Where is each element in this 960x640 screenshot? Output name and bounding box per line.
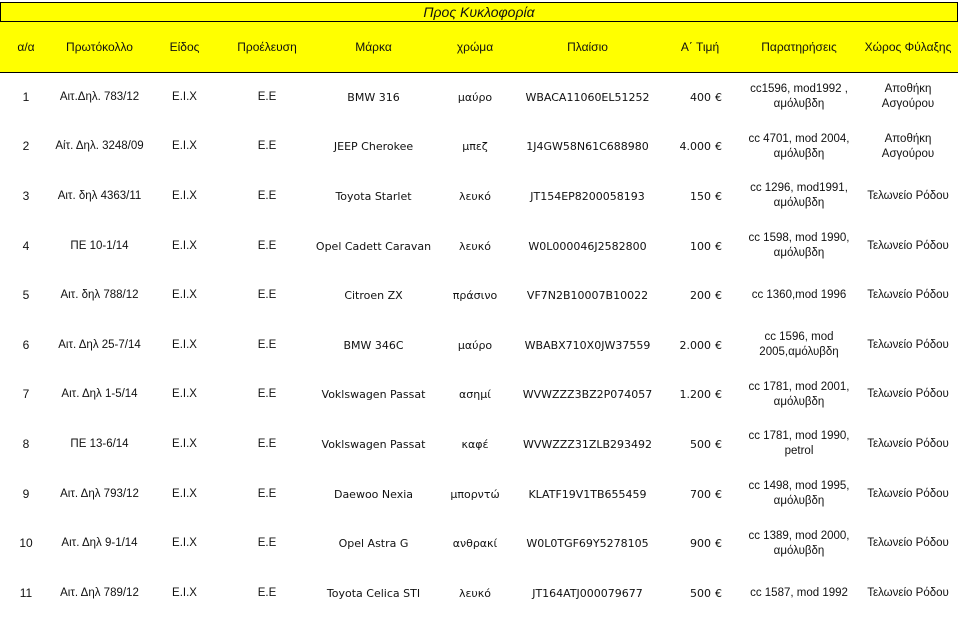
- cell-protokollo-text: Αιτ. δηλ 4363/11: [57, 189, 142, 202]
- table-row: [0, 370, 958, 420]
- cell-xoros: [858, 519, 958, 569]
- cell-xroma: [435, 320, 515, 370]
- cell-marka-text: Daewoo Nexia: [333, 487, 414, 501]
- cell-plaisio: [515, 568, 660, 618]
- cell-proeleusi-text: Ε.Ε: [257, 586, 277, 599]
- cell-eidos: [147, 568, 222, 618]
- cell-marka-text: BMW 346C: [343, 338, 404, 352]
- cell-protokollo-text: Αιτ.Δηλ. 783/12: [59, 90, 140, 103]
- cell-proeleusi-text: Ε.Ε: [257, 537, 277, 550]
- cell-paratiriseis-text: cc1596, mod1992 , αμόλυβδη: [750, 83, 848, 111]
- cell-paratiriseis: [740, 271, 858, 321]
- cell-proeleusi-text: Ε.Ε: [257, 140, 277, 153]
- cell-eidos: [147, 221, 222, 271]
- cell-xroma-text: λευκό: [458, 586, 492, 600]
- cell-plaisio: [515, 519, 660, 569]
- cell-plaisio: [515, 271, 660, 321]
- cell-eidos-text: Ε.Ι.Χ: [172, 289, 197, 302]
- cell-xroma-text: ανθρακί: [452, 537, 498, 551]
- cell-xroma-text: λευκό: [458, 189, 492, 203]
- cell-proeleusi: [222, 73, 312, 123]
- cell-plaisio-text: WVWZZZ31ZLB293492: [522, 437, 653, 451]
- cell-eidos: [147, 122, 222, 172]
- cell-protokollo-text: Αιτ. Δηλ 1-5/14: [61, 388, 138, 401]
- cell-protokollo-text: Αιτ. Δηλ 793/12: [60, 487, 139, 500]
- cell-paratiriseis: [740, 469, 858, 519]
- cell-marka-text: JEEP Cherokee: [333, 140, 414, 154]
- cell-xoros: [858, 271, 958, 321]
- cell-timi-text: 100: [690, 239, 711, 253]
- cell-marka: [312, 271, 435, 321]
- cell-timi-text: 150: [690, 189, 711, 203]
- cell-xroma: [435, 420, 515, 470]
- cell-xoros-text: Τελωνείο Ρόδου: [867, 388, 949, 401]
- cell-xoros: [858, 568, 958, 618]
- cell-xroma: [435, 172, 515, 222]
- cell-eidos-text: Ε.Ι.Χ: [172, 586, 197, 599]
- cell-plaisio: [515, 122, 660, 172]
- cell-aa: [0, 469, 52, 519]
- cell-timi-text: 500: [690, 586, 711, 600]
- cell-xroma-text: μαύρο: [457, 90, 493, 104]
- cell-aa-text: 10: [19, 536, 33, 551]
- euro-symbol: €: [715, 437, 722, 451]
- cell-aa-text: 9: [22, 486, 30, 501]
- cell-protokollo: [52, 320, 147, 370]
- vehicles-table: [0, 22, 958, 619]
- cell-paratiriseis-text: cc 1596, mod 2005,αμόλυβδη: [759, 331, 839, 359]
- cell-timi: [660, 271, 740, 321]
- cell-marka-text: Citroen ZX: [344, 289, 403, 303]
- table-body: [0, 73, 958, 619]
- cell-protokollo-text: ΠΕ 10-1/14: [70, 239, 129, 252]
- cell-xoros-text: Τελωνείο Ρόδου: [867, 537, 949, 550]
- cell-proeleusi-text: Ε.Ε: [257, 289, 277, 302]
- cell-xroma-text: μπεζ: [462, 140, 488, 154]
- cell-xroma: [435, 568, 515, 618]
- cell-aa: [0, 420, 52, 470]
- cell-aa: [0, 519, 52, 569]
- cell-timi-text: 200: [690, 289, 711, 303]
- cell-xroma-text: μαύρο: [457, 338, 493, 352]
- cell-proeleusi-text: Ε.Ε: [257, 487, 277, 500]
- cell-eidos-text: Ε.Ι.Χ: [172, 90, 197, 103]
- cell-timi-text: 700: [690, 487, 711, 501]
- cell-xoros-text: Τελωνείο Ρόδου: [867, 586, 949, 599]
- euro-symbol: €: [715, 289, 722, 303]
- cell-proeleusi-text: Ε.Ε: [257, 189, 277, 202]
- cell-aa-text: 1: [22, 89, 30, 104]
- cell-paratiriseis: [740, 519, 858, 569]
- cell-xoros-text: Τελωνείο Ρόδου: [867, 437, 949, 450]
- cell-eidos-text: Ε.Ι.Χ: [172, 537, 197, 550]
- cell-aa-text: 8: [22, 436, 30, 451]
- cell-eidos: [147, 420, 222, 470]
- cell-xroma: [435, 122, 515, 172]
- cell-xroma-text: ασημί: [459, 388, 491, 402]
- cell-plaisio: [515, 172, 660, 222]
- cell-marka-text: Opel Astra G: [338, 537, 409, 551]
- cell-plaisio-text: W0L0TGF69Y5278105: [526, 537, 649, 551]
- cell-protokollo: [52, 469, 147, 519]
- cell-proeleusi: [222, 320, 312, 370]
- cell-eidos: [147, 271, 222, 321]
- cell-paratiriseis-text: cc 4701, mod 2004, αμόλυβδη: [748, 132, 850, 160]
- cell-proeleusi: [222, 420, 312, 470]
- euro-symbol: €: [715, 537, 722, 551]
- cell-proeleusi: [222, 519, 312, 569]
- header-paratiriseis: Παρατηρήσεις: [740, 22, 858, 73]
- cell-aa: [0, 172, 52, 222]
- euro-symbol: €: [715, 90, 722, 104]
- cell-timi: [660, 519, 740, 569]
- header-timi: Α΄ Τιμή: [660, 22, 740, 73]
- cell-paratiriseis-text: cc 1781, mod 2001, αμόλυβδη: [748, 380, 850, 408]
- cell-aa: [0, 122, 52, 172]
- cell-proeleusi-text: Ε.Ε: [257, 388, 277, 401]
- cell-plaisio-text: KLATF19V1TB655459: [528, 487, 647, 501]
- cell-xoros: [858, 172, 958, 222]
- cell-protokollo: [52, 519, 147, 569]
- table-row: [0, 420, 958, 470]
- cell-eidos-text: Ε.Ι.Χ: [172, 239, 197, 252]
- cell-eidos-text: Ε.Ι.Χ: [172, 189, 197, 202]
- cell-marka: [312, 519, 435, 569]
- cell-xoros: [858, 320, 958, 370]
- cell-eidos-text: Ε.Ι.Χ: [172, 437, 197, 450]
- euro-symbol: €: [715, 140, 722, 154]
- cell-protokollo: [52, 122, 147, 172]
- cell-aa: [0, 271, 52, 321]
- cell-timi: [660, 469, 740, 519]
- cell-marka-text: Opel Cadett Caravan: [315, 239, 432, 253]
- cell-eidos-text: Ε.Ι.Χ: [172, 388, 197, 401]
- header-proeleusi: Προέλευση: [222, 22, 312, 73]
- cell-marka-text: Toyota Starlet: [335, 189, 412, 203]
- cell-aa: [0, 568, 52, 618]
- header-plaisio: Πλαίσιο: [515, 22, 660, 73]
- cell-timi-text: 4.000: [679, 140, 711, 154]
- cell-timi: [660, 73, 740, 123]
- cell-aa: [0, 221, 52, 271]
- header-eidos: Είδος: [147, 22, 222, 73]
- cell-marka: [312, 73, 435, 123]
- euro-symbol: €: [715, 189, 722, 203]
- cell-plaisio: [515, 221, 660, 271]
- cell-xoros-text: Τελωνείο Ρόδου: [867, 289, 949, 302]
- cell-timi: [660, 122, 740, 172]
- cell-eidos: [147, 73, 222, 123]
- cell-protokollo: [52, 370, 147, 420]
- table-row: [0, 469, 958, 519]
- cell-timi: [660, 568, 740, 618]
- cell-xroma: [435, 221, 515, 271]
- table-row: [0, 122, 958, 172]
- table-row: [0, 568, 958, 618]
- cell-marka: [312, 221, 435, 271]
- cell-paratiriseis: [740, 73, 858, 123]
- euro-symbol: €: [715, 239, 722, 253]
- cell-marka-text: Voklswagen Passat: [321, 437, 426, 451]
- cell-timi-text: 2.000: [679, 338, 711, 352]
- header-xoros: Χώρος Φύλαξης: [858, 22, 958, 73]
- cell-proeleusi-text: Ε.Ε: [257, 90, 277, 103]
- euro-symbol: €: [715, 487, 722, 501]
- table-row: [0, 519, 958, 569]
- cell-proeleusi-text: Ε.Ε: [257, 239, 277, 252]
- table-row: [0, 271, 958, 321]
- cell-timi-text: 500: [690, 437, 711, 451]
- cell-aa-text: 2: [22, 139, 30, 154]
- cell-plaisio: [515, 420, 660, 470]
- euro-symbol: €: [715, 338, 722, 352]
- cell-plaisio: [515, 320, 660, 370]
- cell-xroma: [435, 519, 515, 569]
- cell-proeleusi: [222, 221, 312, 271]
- cell-paratiriseis-text: cc 1296, mod1991, αμόλυβδη: [750, 182, 848, 210]
- cell-marka: [312, 370, 435, 420]
- cell-xroma: [435, 370, 515, 420]
- cell-paratiriseis-text: cc 1598, mod 1990, αμόλυβδη: [748, 232, 850, 260]
- cell-aa-text: 3: [22, 188, 30, 203]
- cell-xroma: [435, 73, 515, 123]
- cell-aa: [0, 320, 52, 370]
- cell-xoros-text: Τελωνείο Ρόδου: [867, 189, 949, 202]
- cell-xoros: [858, 420, 958, 470]
- euro-symbol: €: [715, 586, 722, 600]
- cell-eidos: [147, 370, 222, 420]
- cell-protokollo-text: Αιτ. Δηλ 789/12: [60, 586, 139, 599]
- table-row: [0, 73, 958, 123]
- cell-protokollo-text: Αιτ. δηλ 788/12: [60, 289, 139, 302]
- cell-plaisio-text: WBACA11060EL51252: [525, 90, 650, 104]
- table-row: [0, 172, 958, 222]
- cell-proeleusi-text: Ε.Ε: [257, 338, 277, 351]
- table-row: [0, 320, 958, 370]
- cell-aa-text: 11: [19, 585, 33, 600]
- cell-plaisio: [515, 73, 660, 123]
- cell-proeleusi: [222, 122, 312, 172]
- cell-plaisio-text: 1J4GW58N61C688980: [526, 140, 649, 154]
- cell-paratiriseis: [740, 370, 858, 420]
- cell-protokollo-text: Αιτ. Δηλ 25-7/14: [58, 338, 141, 351]
- header-xroma: χρώμα: [435, 22, 515, 73]
- cell-xoros: [858, 370, 958, 420]
- cell-xoros-text: Αποθήκη Ασγούρου: [881, 132, 935, 160]
- cell-proeleusi: [222, 370, 312, 420]
- cell-xoros-text: Τελωνείο Ρόδου: [867, 239, 949, 252]
- cell-paratiriseis: [740, 420, 858, 470]
- header-aa: α/α: [0, 22, 52, 73]
- cell-proeleusi: [222, 469, 312, 519]
- cell-paratiriseis: [740, 568, 858, 618]
- cell-aa-text: 4: [22, 238, 30, 253]
- cell-xroma: [435, 469, 515, 519]
- cell-plaisio-text: W0L000046J2582800: [528, 239, 647, 253]
- cell-timi: [660, 221, 740, 271]
- cell-timi: [660, 420, 740, 470]
- cell-marka: [312, 320, 435, 370]
- cell-eidos-text: Ε.Ι.Χ: [172, 487, 197, 500]
- cell-timi-text: 900: [690, 537, 711, 551]
- cell-marka: [312, 568, 435, 618]
- cell-paratiriseis-text: cc 1781, mod 1990, petrol: [748, 430, 850, 458]
- cell-timi-text: 1.200: [679, 388, 711, 402]
- cell-aa: [0, 370, 52, 420]
- cell-paratiriseis-text: cc 1498, mod 1995, αμόλυβδη: [748, 480, 850, 508]
- cell-xroma-text: πράσινο: [452, 289, 498, 303]
- cell-marka: [312, 420, 435, 470]
- header-protokollo: Πρωτόκολλο: [52, 22, 147, 73]
- cell-xoros-text: Αποθήκη Ασγούρου: [881, 83, 935, 111]
- cell-timi: [660, 370, 740, 420]
- cell-paratiriseis-text: cc 1587, mod 1992: [750, 586, 848, 599]
- cell-marka: [312, 172, 435, 222]
- table-row: [0, 221, 958, 271]
- cell-paratiriseis: [740, 221, 858, 271]
- table-header-row: [0, 22, 958, 73]
- cell-marka: [312, 469, 435, 519]
- cell-paratiriseis-text: cc 1389, mod 2000, αμόλυβδη: [748, 529, 850, 557]
- cell-proeleusi: [222, 568, 312, 618]
- cell-xroma-text: λευκό: [458, 239, 492, 253]
- cell-protokollo: [52, 271, 147, 321]
- cell-timi: [660, 320, 740, 370]
- cell-plaisio-text: JT164ATJ000079677: [532, 586, 643, 600]
- cell-eidos: [147, 519, 222, 569]
- cell-paratiriseis: [740, 172, 858, 222]
- page-title: Προς Κυκλοφορία: [0, 2, 958, 22]
- cell-proeleusi: [222, 172, 312, 222]
- cell-marka-text: BMW 316: [347, 90, 400, 104]
- cell-paratiriseis: [740, 122, 858, 172]
- cell-eidos: [147, 469, 222, 519]
- cell-paratiriseis-text: cc 1360,mod 1996: [751, 289, 847, 302]
- cell-xroma-text: μπορντώ: [450, 487, 500, 501]
- cell-eidos-text: Ε.Ι.Χ: [172, 338, 197, 351]
- cell-protokollo: [52, 420, 147, 470]
- cell-timi-text: 400: [690, 90, 711, 104]
- cell-xoros-text: Τελωνείο Ρόδου: [867, 338, 949, 351]
- cell-aa-text: 6: [22, 337, 30, 352]
- cell-eidos: [147, 320, 222, 370]
- cell-marka: [312, 122, 435, 172]
- cell-xroma-text: καφέ: [461, 437, 489, 451]
- cell-protokollo-text: ΠΕ 13-6/14: [70, 437, 129, 450]
- cell-eidos-text: Ε.Ι.Χ: [172, 140, 197, 153]
- cell-marka-text: Voklswagen Passat: [321, 388, 426, 402]
- euro-symbol: €: [715, 388, 722, 402]
- cell-xoros: [858, 469, 958, 519]
- cell-proeleusi: [222, 271, 312, 321]
- cell-plaisio-text: JT154EP8200058193: [530, 189, 645, 203]
- cell-aa-text: 7: [22, 387, 30, 402]
- cell-protokollo: [52, 221, 147, 271]
- cell-plaisio: [515, 469, 660, 519]
- cell-protokollo: [52, 568, 147, 618]
- cell-plaisio-text: WVWZZZ3BZ2P074057: [522, 388, 653, 402]
- cell-eidos: [147, 172, 222, 222]
- cell-xoros: [858, 221, 958, 271]
- cell-xroma: [435, 271, 515, 321]
- cell-protokollo-text: Αιτ. Δηλ 9-1/14: [61, 537, 138, 550]
- cell-protokollo: [52, 73, 147, 123]
- header-marka: Μάρκα: [312, 22, 435, 73]
- cell-xoros: [858, 122, 958, 172]
- cell-plaisio-text: VF7N2B10007B10022: [526, 289, 649, 303]
- cell-paratiriseis: [740, 320, 858, 370]
- cell-aa: [0, 73, 52, 123]
- cell-timi: [660, 172, 740, 222]
- cell-proeleusi-text: Ε.Ε: [257, 437, 277, 450]
- cell-protokollo: [52, 172, 147, 222]
- cell-marka-text: Toyota Celica STI: [326, 586, 421, 600]
- cell-xoros-text: Τελωνείο Ρόδου: [867, 487, 949, 500]
- cell-aa-text: 5: [22, 288, 30, 303]
- cell-plaisio-text: WBABX710X0JW37559: [524, 338, 651, 352]
- cell-plaisio: [515, 370, 660, 420]
- cell-protokollo-text: Αίτ. Δηλ. 3248/09: [55, 140, 144, 153]
- cell-xoros: [858, 73, 958, 123]
